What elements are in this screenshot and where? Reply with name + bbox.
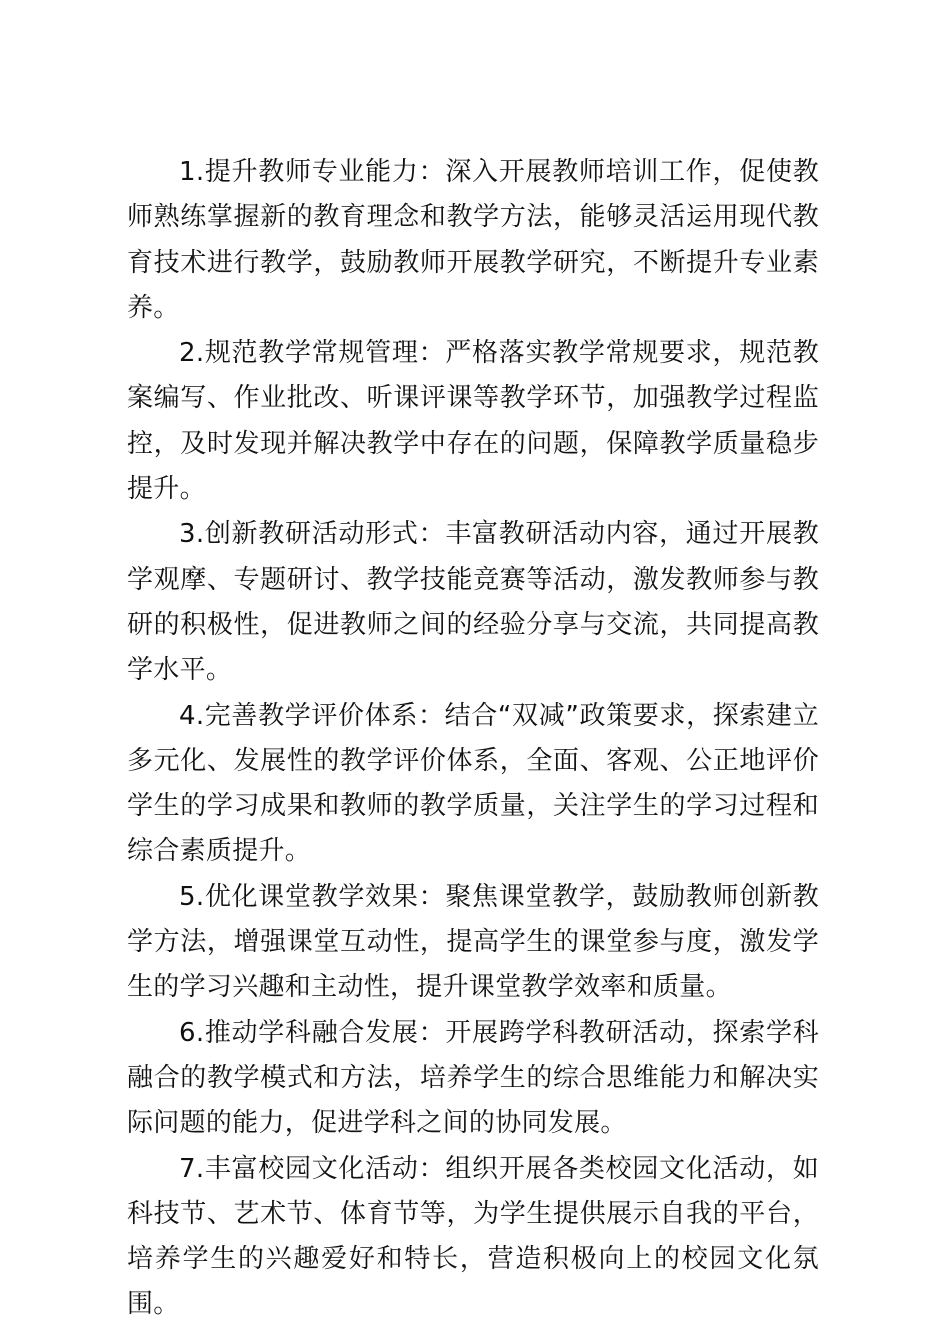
document-body [127,150,819,1328]
paragraph-7: 7.丰富校园文化活动：组织开展各类校园文化活动，如科技节、艺术节、体育节等，为学生提供展示自我的平台，培养学生的兴趣爱好和特长，营造积极向上的校园文化氛围。 [127,1153,819,1320]
paragraph-2: 2.规范教学常规管理：严格落实教学常规要求，规范教案编写、作业批改、听课评课等教学环节，加强教学过程监控，及时发现并解决教学中存在的问题，保障教学质量稳步提升。 [127,338,819,505]
paragraph-5: 5.优化课堂教学效果：聚焦课堂教学，鼓励教师创新教学方法，增强课堂互动性，提高学生的课堂参与度，激发学生的学习兴趣和主动性，提升课堂教学效率和质量。 [127,881,819,1003]
paragraph-3: 3.创新教研活动形式：丰富教研活动内容，通过开展教学观摩、专题研讨、教学技能竞赛等活动，激发教师参与教研的积极性，促进教师之间的经验分享与交流，共同提高教学水平。 [127,519,819,686]
paragraph-4: 4.完善教学评价体系：结合“双减”政策要求，探索建立多元化、发展性的教学评价体系，全面、客观、公正地评价学生的学习成果和教师的教学质量，关注学生的学习过程和综合素质提升。 [127,700,819,867]
paragraph-1: 1.提升教师专业能力：深入开展教师培训工作，促使教师熟练掌握新的教育理念和教学方法，能够灵活运用现代教育技术进行教学，鼓励教师开展教学研究，不断提升专业素养。 [127,157,819,323]
paragraph-6: 6.推动学科融合发展：开展跨学科教研活动，探索学科融合的教学模式和方法，培养学生的综合思维能力和解决实际问题的能力，促进学科之间的协同发展。 [127,1017,819,1139]
